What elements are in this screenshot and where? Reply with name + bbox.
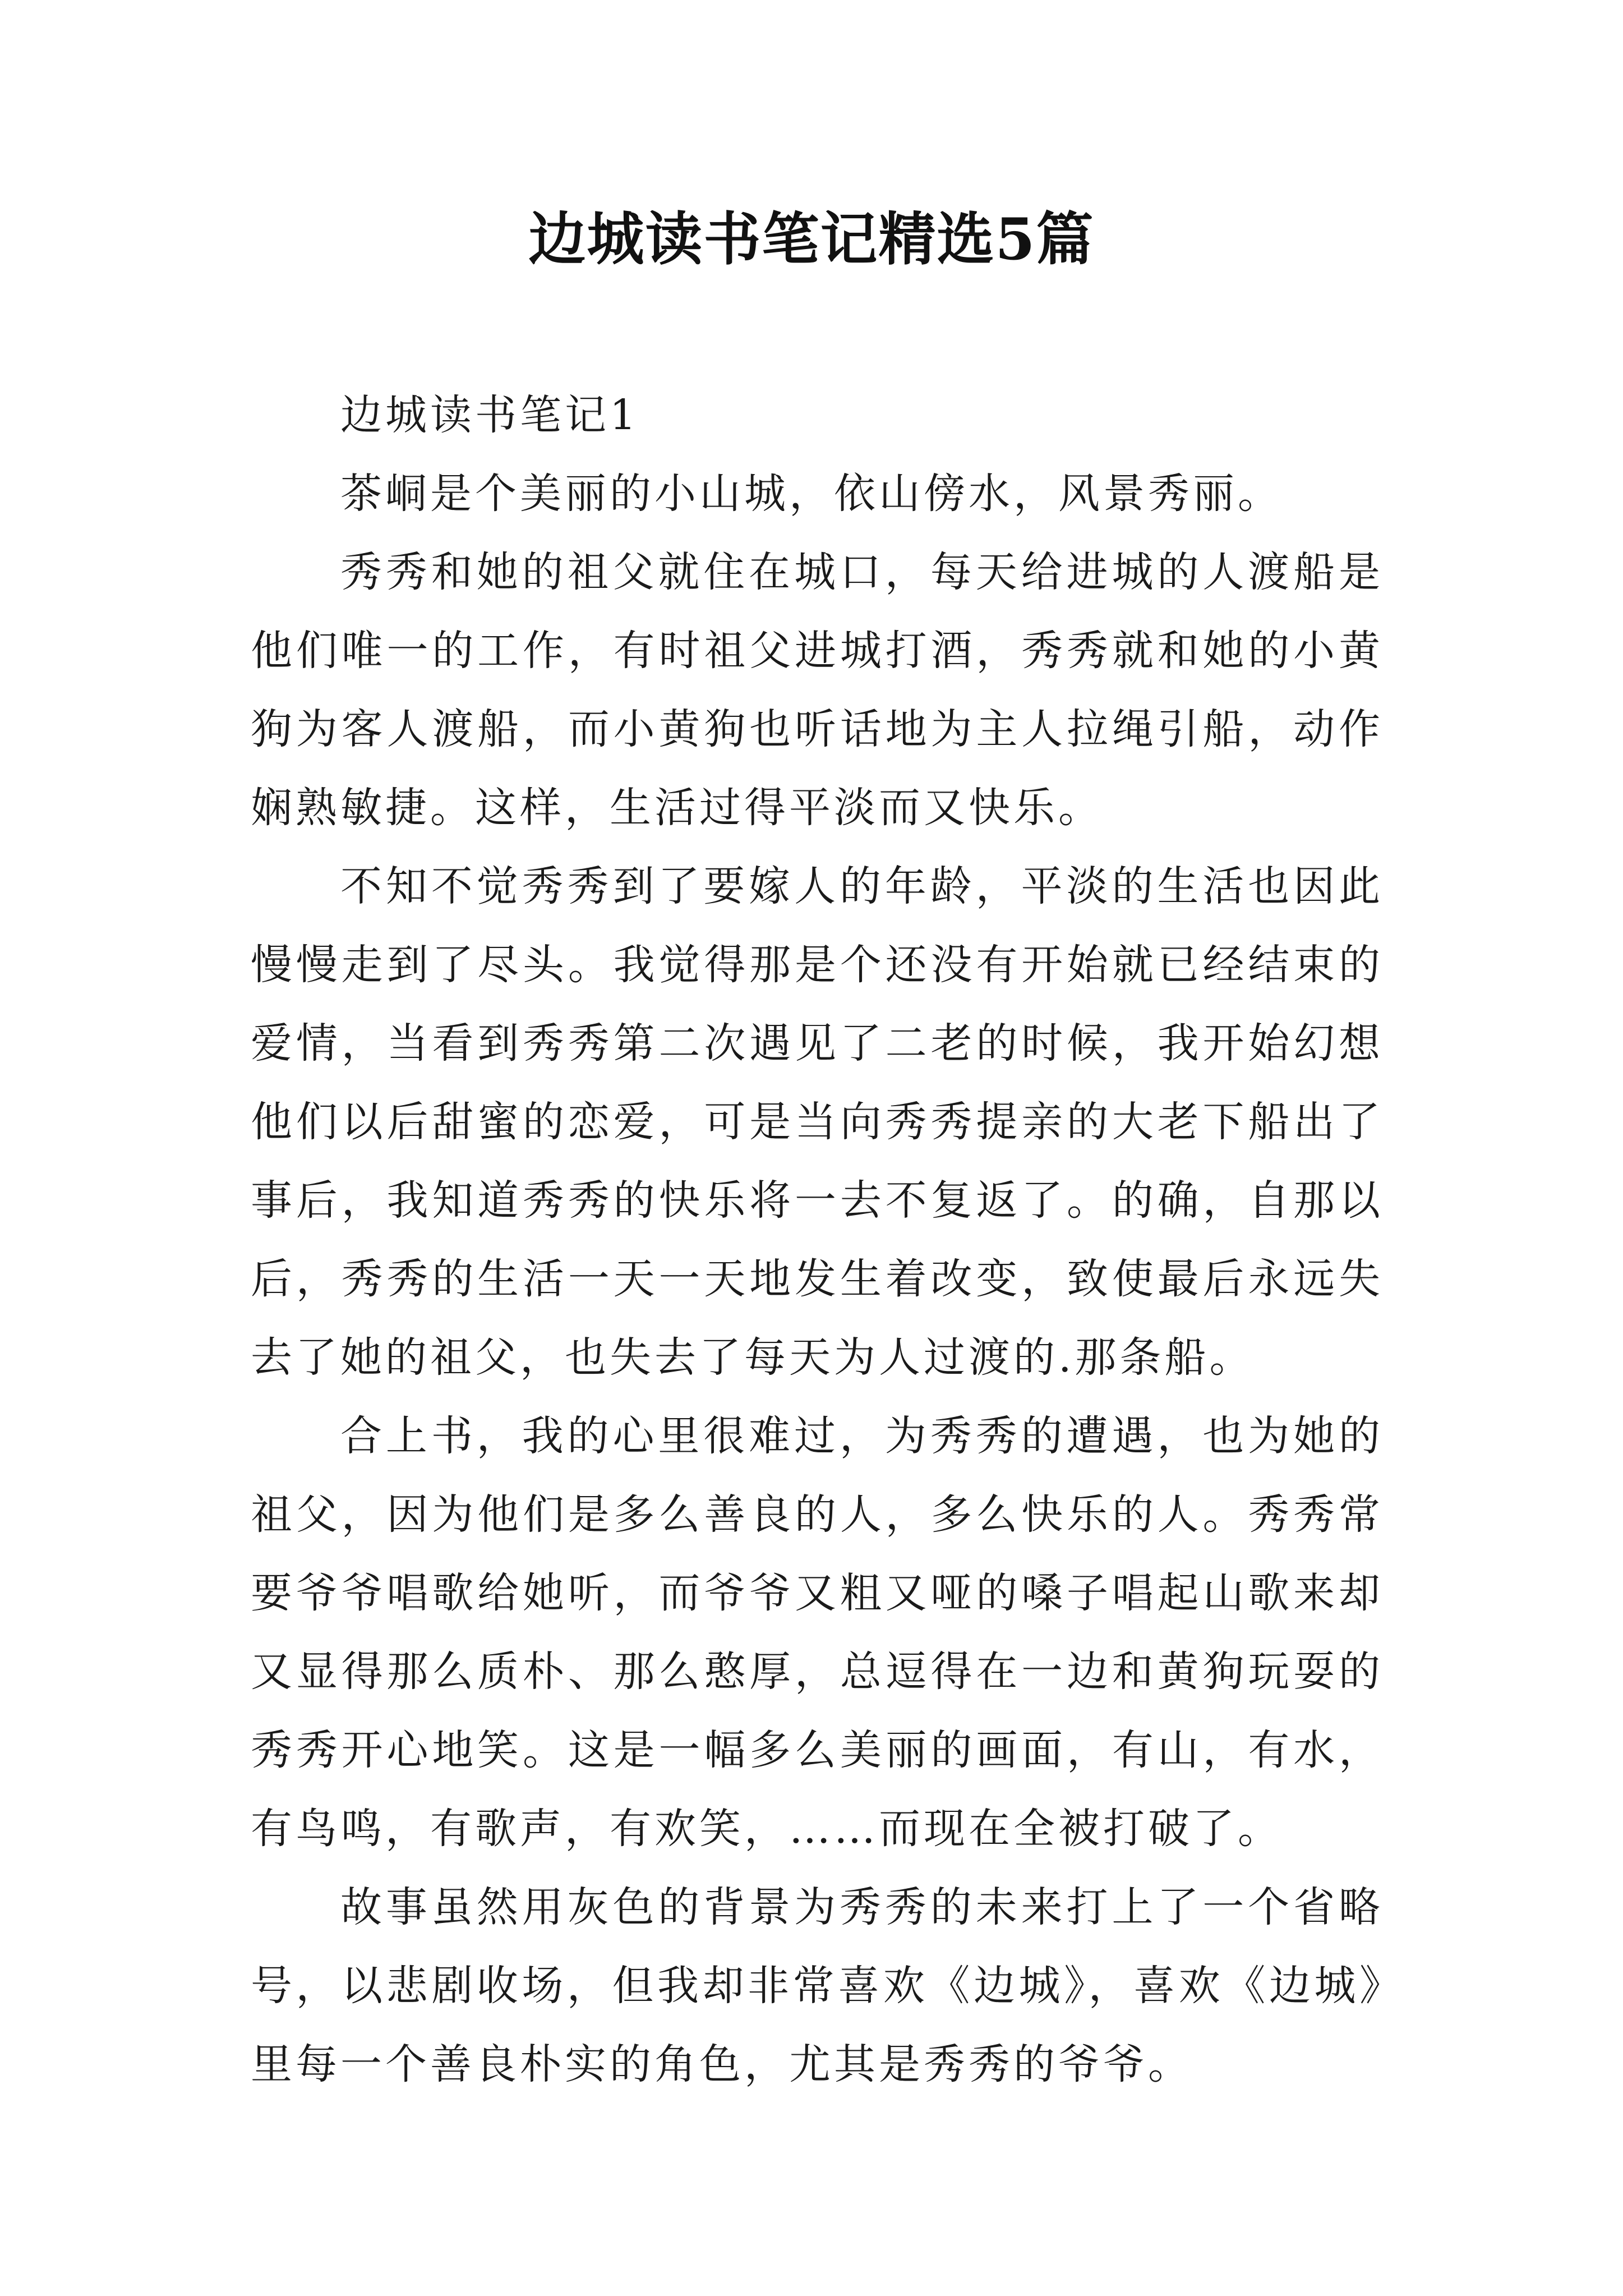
paragraph: 不知不觉秀秀到了要嫁人的年龄，平淡的生活也因此慢慢走到了尽头。我觉得那是个还没有开始就已经结束的爱情，当看到秀秀第二次遇见了二老的时候，我开始幻想他们以后甜蜜的恋爱，可是当向秀秀提亲的大老下船出了事后，我知道秀秀的快乐将一去不复返了。的确，自那以后，秀秀的生活一天一天地发生着改变，致使最后永远失去了她的祖父，也失去了每天为人过渡的.那条船。	[251, 862, 1384, 1382]
section-heading: 边城读书笔记1	[340, 391, 640, 439]
paragraph: 茶峒是个美丽的小山城，依山傍水，风景秀丽。	[340, 470, 1283, 518]
document-body	[251, 376, 1384, 2104]
paragraph: 秀秀和她的祖父就住在城口，每天给进城的人渡船是他们唯一的工作，有时祖父进城打酒，秀秀就和她的小黄狗为客人渡船，而小黄狗也听话地为主人拉绳引船，动作娴熟敏捷。这样，生活过得平淡而又快乐。	[251, 548, 1384, 832]
document-title: 边城读书笔记精选5篇	[528, 206, 1095, 273]
paragraph: 合上书，我的心里很难过，为秀秀的遭遇，也为她的祖父，因为他们是多么善良的人，多么快乐的人。秀秀常要爷爷唱歌给她听，而爷爷又粗又哑的嗓子唱起山歌来却又显得那么质朴、那么憨厚，总逗得在一边和黄狗玩耍的秀秀开心地笑。这是一幅多么美丽的画面，有山，有水，有鸟鸣，有歌声，有欢笑，……而现在全被打破了。	[251, 1412, 1384, 1853]
paragraph: 故事虽然用灰色的背景为秀秀的未来打上了一个省略号，以悲剧收场，但我却非常喜欢《边城》，喜欢《边城》里每一个善良朴实的角色，尤其是秀秀的爷爷。	[251, 1883, 1384, 2088]
